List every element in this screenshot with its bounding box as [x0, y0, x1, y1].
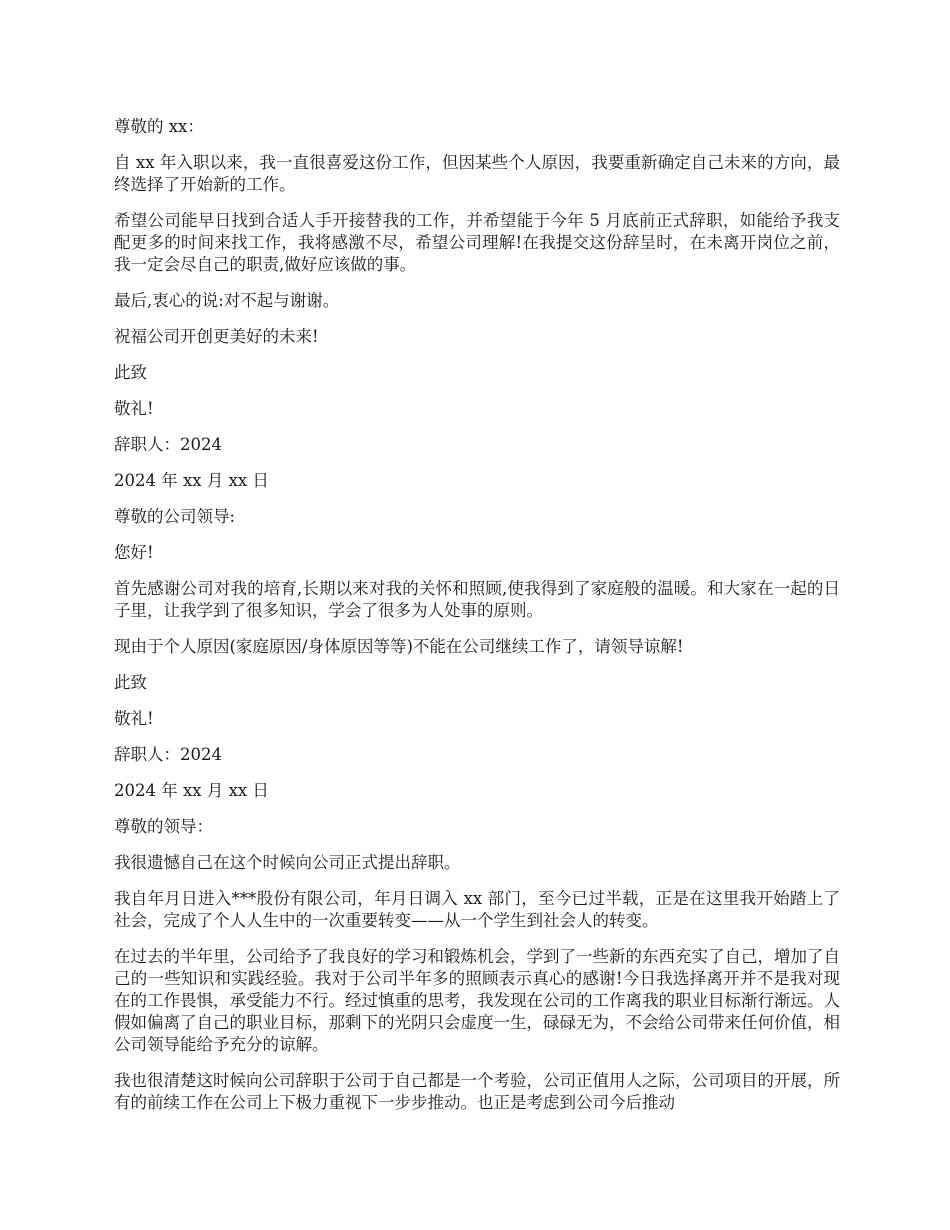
date: 2024 年 xx 月 xx 日 [114, 781, 269, 800]
closing: 敬礼! [114, 709, 154, 728]
closing: 敬礼! [114, 399, 154, 418]
paragraph: 在过去的半年里，公司给予了我良好的学习和锻炼机会，学到了一些新的东西充实了自己，增加了自己的一些知识和实践经验。我对于公司半年多的照顾表示真心的感谢!今日我选择离开并不是我对现在的工作畏惧，承受能力不行。经过慎重的思考，我发现在公司的工作离我的职业目标渐行渐远。人假如偏离了自己的职业目标，那剩下的光阴只会虚度一生，碌碌无为，不会给公司带来任何价值，相公司领导能给予充分的谅解。 [114, 947, 840, 1054]
paragraph: 最后,衷心的说:对不起与谢谢。 [114, 291, 340, 310]
signature: 辞职人：2024 [114, 745, 222, 764]
date: 2024 年 xx 月 xx 日 [114, 471, 269, 490]
paragraph: 我也很清楚这时候向公司辞职于公司于自己都是一个考验，公司正值用人之际，公司项目的开展，所有的前续工作在公司上下极力重视下一步步推动。也正是考虑到公司今后推动 [114, 1071, 840, 1112]
signature: 辞职人：2024 [114, 435, 222, 454]
paragraph: 自 xx 年入职以来，我一直很喜爱这份工作，但因某些个人原因，我要重新确定自己未来的方向，最终选择了开始新的工作。 [114, 153, 840, 194]
paragraph: 我很遗憾自己在这个时候向公司正式提出辞职。 [114, 853, 461, 872]
paragraph: 我自年月日进入***股份有限公司，年月日调入 xx 部门，至今已过半载，正是在这里我开始踏上了社会，完成了个人人生中的一次重要转变——从一个学生到社会人的转变。 [114, 889, 840, 930]
document-body [114, 116, 840, 1128]
salutation: 尊敬的公司领导: [114, 507, 236, 526]
paragraph: 现由于个人原因(家庭原因/身体原因等等)不能在公司继续工作了，请领导谅解! [114, 637, 684, 656]
closing: 此致 [114, 673, 147, 692]
closing: 此致 [114, 363, 147, 382]
salutation: 尊敬的领导： [114, 817, 213, 836]
paragraph: 首先感谢公司对我的培育,长期以来对我的关怀和照顾,使我得到了家庭般的温暖。和大家在一起的日子里，让我学到了很多知识，学会了很多为人处事的原则。 [114, 579, 840, 620]
paragraph: 祝福公司开创更美好的未来! [114, 327, 319, 346]
paragraph: 希望公司能早日找到合适人手开接替我的工作，并希望能于今年 5 月底前正式辞职，如能给予我支配更多的时间来找工作，我将感激不尽，希望公司理解!在我提交这份辞呈时，在未离开岗位之前，我一定会尽自己的职责,做好应该做的事。 [114, 211, 840, 274]
salutation: 尊敬的 xx： [114, 117, 204, 136]
greeting: 您好! [114, 543, 154, 562]
